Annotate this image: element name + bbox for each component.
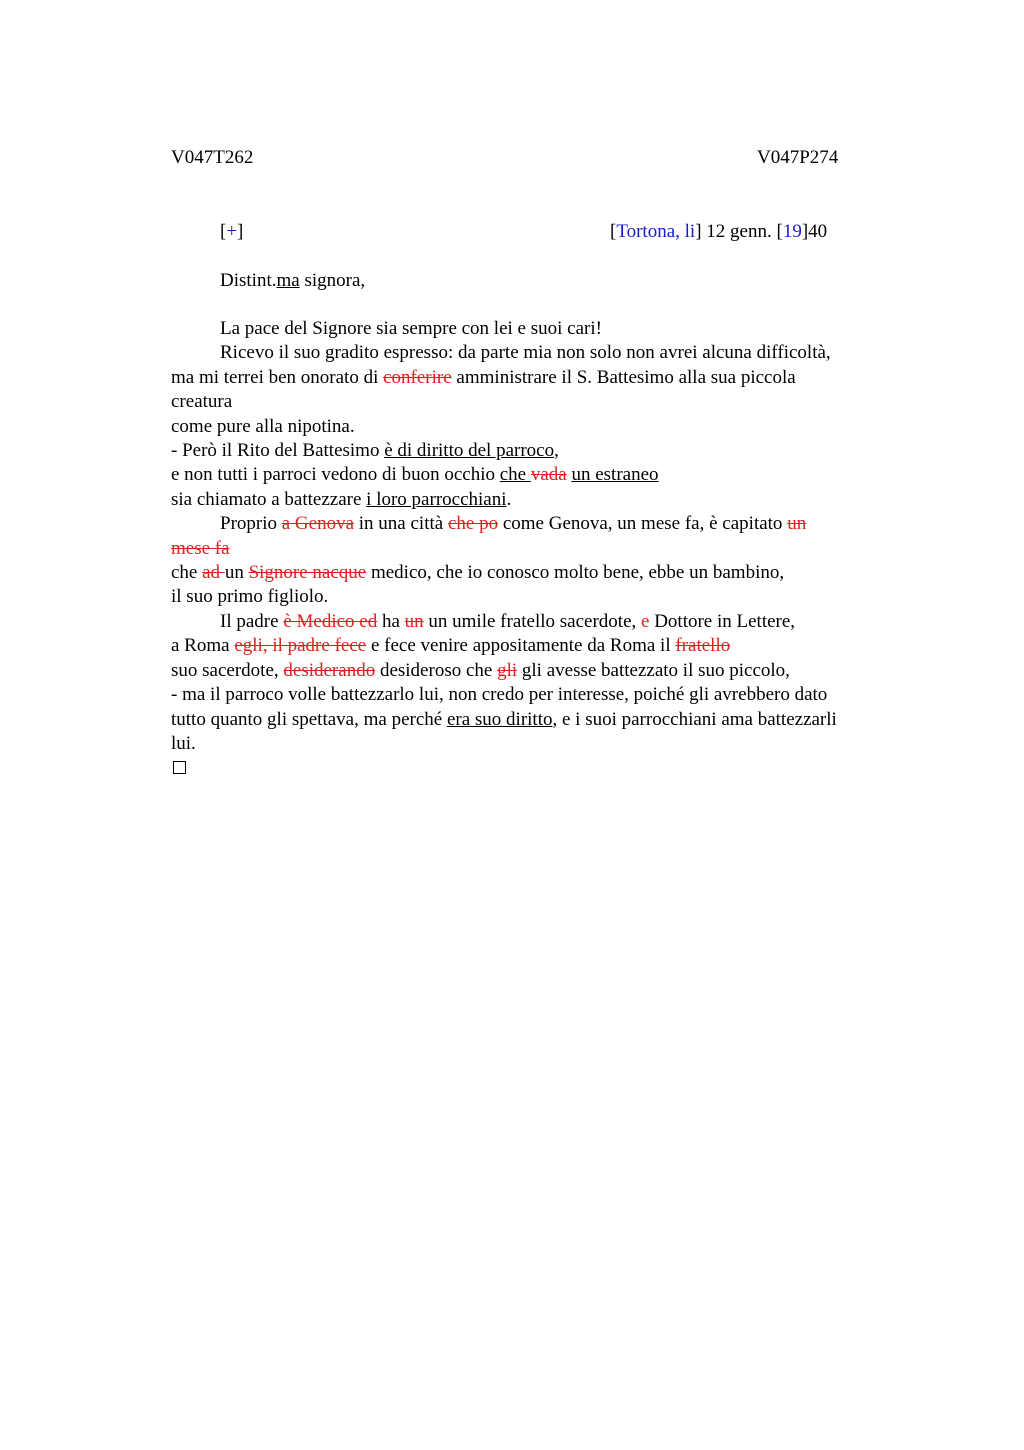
bracket-open: [ [220,221,227,242]
year-end: ]40 [801,221,828,242]
text-segment: ha [377,610,405,632]
body-line-10 [171,537,911,561]
deleted-text: vada [530,464,567,486]
text-segment: e fece venire appositamente da Roma il [366,635,676,657]
underlined-text: era suo diritto [446,708,553,730]
text-segment: un [224,562,249,584]
text-segment: Proprio [220,513,282,535]
text-segment: medico, che io conosco molto bene, ebbe un bambino, [366,562,785,584]
body-line-15 [171,659,911,683]
letter-body [171,317,911,756]
text-segment: gli avesse battezzato il suo piccolo, [517,659,790,681]
plus-link[interactable]: + [226,221,238,242]
text-segment: come Genova, un mese fa, è capitato [498,513,788,535]
salutation [220,269,365,293]
place-date [610,220,827,244]
deleted-text: un [404,610,424,632]
text-segment: sia chiamato a battezzare [171,488,367,510]
body-line-14 [171,634,911,658]
deleted-text: desiderando [283,659,376,681]
plus-annotation [220,220,243,244]
deleted-text: ad [202,562,225,584]
body-line-9 [171,512,911,536]
text-segment: Il padre [220,610,284,632]
text-segment: e non tutti i parroci vedono di buon occhio [171,464,500,486]
text-segment: suo sacerdote, [171,659,284,681]
salutation-post: signora, [299,270,366,291]
deleted-text: fratello [675,635,731,657]
body-line-12: il suo primo figliolo. [171,586,329,608]
text-segment: desideroso che [375,659,498,681]
body-line-5: come pure alla nipotina. [171,415,355,437]
document-code-left: V047T262 [171,147,254,168]
deleted-text: conferire [383,366,452,388]
underlined-text: è di diritto del parroco [384,440,555,462]
text-segment: a Roma [171,635,235,657]
body-line-7 [171,463,911,487]
date-text: ] 12 genn. [ [695,221,783,242]
empty-square-icon [173,761,186,774]
body-line-11 [171,561,911,585]
underlined-text: un estraneo [571,464,659,486]
salutation-pre: Distint. [220,270,277,291]
text-segment: . [506,488,512,510]
body-line-8 [171,488,911,512]
red-text: e [641,610,650,632]
body-line-6 [171,439,911,463]
text-segment: ma mi terrei ben onorato di [171,366,384,388]
body-line-13 [171,610,911,634]
body-line-2: Ricevo il suo gradito espresso: da parte mia non solo non avrei alcuna difficoltà, [220,342,831,364]
deleted-text: Signore nacque [248,562,367,584]
deleted-text: un [787,513,807,535]
deleted-text: mese fa [171,537,230,559]
text-segment: Dottore in Lettere, [649,610,796,632]
place-link[interactable]: Tortona, li [616,221,696,242]
body-line-16: - ma il parroco volle battezzarlo lui, non credo per interesse, poiché gli avrebbero dato [171,684,828,706]
underlined-text: i loro parrocchiani [366,488,507,510]
underlined-text: che [499,464,531,486]
text-segment: - Però il Rito del Battesimo [171,440,385,462]
text-segment: in una città [354,513,448,535]
bracket-close: ] [237,221,244,242]
text-segment: un umile fratello sacerdote, [423,610,642,632]
body-line-4: creatura [171,391,233,413]
text-segment: amministrare il S. Battesimo alla sua piccola [451,366,796,388]
place-bracket-open: [ [610,221,617,242]
deleted-text: che po [447,513,499,535]
deleted-text: gli [497,659,518,681]
body-line-18: lui. [171,732,196,754]
salutation-underlined: ma [276,270,300,291]
text-segment: che [171,562,203,584]
body-line-1: La pace del Signore sia sempre con lei e suoi cari! [220,318,602,339]
body-line-17 [171,708,911,732]
deleted-text: egli, il padre fece [234,635,367,657]
text-segment: , e i suoi parrocchiani ama battezzarli [552,708,837,730]
text-segment: tutto quanto gli spettava, ma perché [171,708,447,730]
deleted-text: a Genova [281,513,355,535]
body-line-3 [171,366,911,390]
year-prefix-link[interactable]: 19 [782,221,802,242]
text-segment: , [554,440,559,462]
deleted-text: è Medico ed [283,610,378,632]
document-code-right: V047P274 [757,147,839,168]
